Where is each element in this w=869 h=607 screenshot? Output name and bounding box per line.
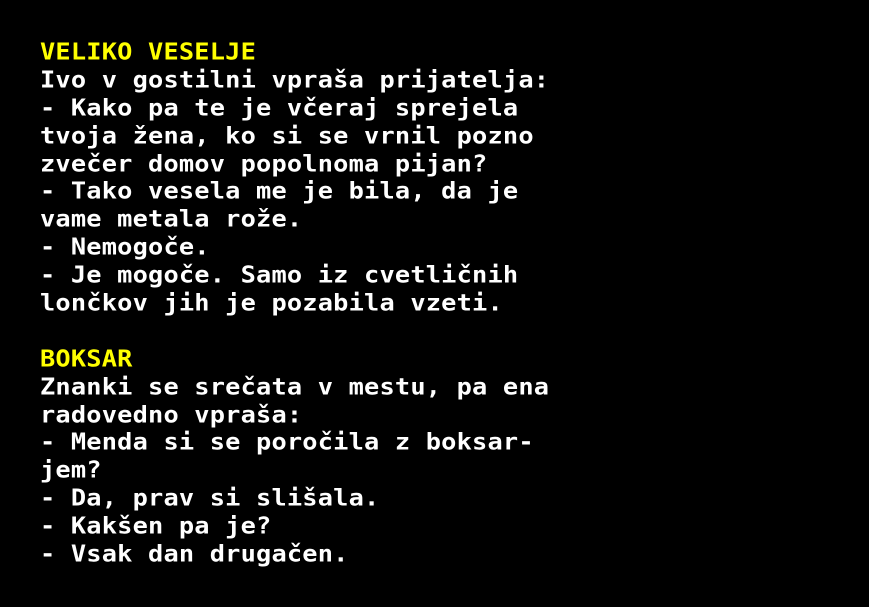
- story-line: - Nemogoče.: [40, 233, 210, 261]
- story-title: BOKSAR: [40, 344, 133, 372]
- story-line: jem?: [40, 456, 102, 484]
- story-line: tvoja žena, ko si se vrnil pozno: [40, 121, 534, 149]
- story-line: - Kako pa te je včeraj sprejela: [40, 93, 519, 121]
- story-line: lončkov jih je pozabila vzeti.: [40, 289, 503, 316]
- story-line: - Vsak dan drugačen.: [40, 540, 349, 567]
- story-title: VELIKO VESELJE: [40, 38, 257, 65]
- story-line: radovedno vpraša:: [40, 400, 303, 428]
- story-line: - Kakšen pa je?: [40, 512, 272, 540]
- story-veliko-veselje: [40, 38, 860, 317]
- story-line: - Tako vesela me je bila, da je: [40, 177, 519, 205]
- story-line: Znanki se srečata v mestu, pa ena: [40, 372, 550, 400]
- story-line: - Je mogoče. Samo iz cvetličnih: [40, 261, 519, 289]
- story-line: - Menda si se poročila z boksar-: [40, 428, 534, 456]
- story-line: vame metala rože.: [40, 205, 303, 233]
- story-line: Ivo v gostilni vpraša prijatelja:: [40, 66, 550, 93]
- teletext-page: [40, 38, 860, 568]
- story-line: - Da, prav si slišala.: [40, 484, 380, 512]
- story-boksar: [40, 345, 860, 568]
- story-separator: [40, 317, 860, 345]
- story-line: zvečer domov popolnoma pijan?: [40, 149, 488, 177]
